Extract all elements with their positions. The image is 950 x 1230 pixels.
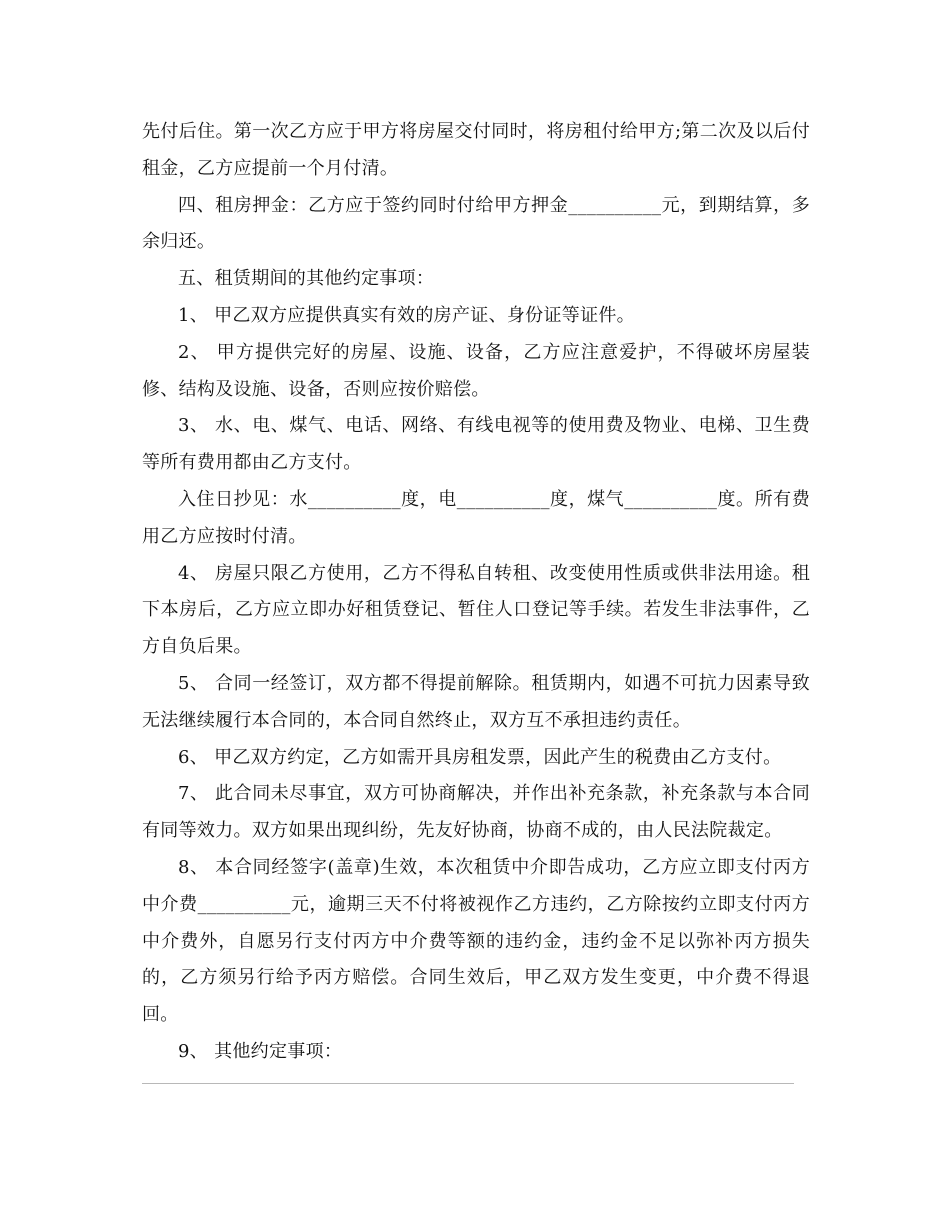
- clause-9: 9、 其他约定事项：: [178, 1040, 343, 1062]
- meter-readings: 入住日抄见：水__________度，电__________度，煤气__________度。所有费用乙方应按时付清。: [142, 488, 810, 547]
- paragraph-rent-payment-continued: 先付后住。第一次乙方应于甲方将房屋交付同时，将房租付给甲方;第二次及以后付租金，乙方应提前一个月付清。: [142, 121, 810, 179]
- document-body: [142, 114, 810, 1071]
- clause-3: 3、 水、电、煤气、电话、网络、有线电视等的使用费及物业、电梯、卫生费等所有费用都由乙方支付。: [142, 415, 810, 474]
- paragraph-deposit: 四、租房押金：乙方应于签约同时付给甲方押金__________元，到期结算，多余归还。: [142, 194, 810, 253]
- clause-4: 4、 房屋只限乙方使用，乙方不得私自转租、改变使用性质或供非法用途。租下本房后，乙方应立即办好租赁登记、暂住人口登记等手续。若发生非法事件，乙方自负后果。: [142, 562, 810, 658]
- fill-in-line: [142, 1083, 794, 1084]
- clause-8: 8、 本合同经签字(盖章)生效，本次租赁中介即告成功，乙方应立即支付丙方中介费__________元，逾期三天不付将被视作乙方违约，乙方除按约立即支付丙方中介费外，自愿另行支付丙方中介费等额的违约金，违约金不足以弥补丙方损失的，乙方须另行给予丙方赔偿。合同生效后，甲乙双方发生变更，中介费不得退回。: [142, 856, 810, 1026]
- clause-6: 6、 甲乙双方约定，乙方如需开具房租发票，因此产生的税费由乙方支付。: [178, 746, 782, 768]
- clause-5: 5、 合同一经签订，双方都不得提前解除。租赁期内，如遇不可抗力因素导致无法继续履行本合同的，本合同自然终止，双方互不承担违约责任。: [142, 672, 810, 731]
- paragraph-other-terms-heading: 五、租赁期间的其他约定事项：: [178, 268, 435, 290]
- clause-2: 2、 甲方提供完好的房屋、设施、设备，乙方应注意爱护，不得破坏房屋装修、结构及设施、设备，否则应按价赔偿。: [142, 341, 810, 400]
- clause-1: 1、 甲乙双方应提供真实有效的房产证、身份证等证件。: [178, 304, 635, 326]
- clause-7: 7、 此合同未尽事宜，双方可协商解决，并作出补充条款，补充条款与本合同有同等效力。双方如果出现纠纷，先友好协商，协商不成的，由人民法院裁定。: [142, 783, 810, 842]
